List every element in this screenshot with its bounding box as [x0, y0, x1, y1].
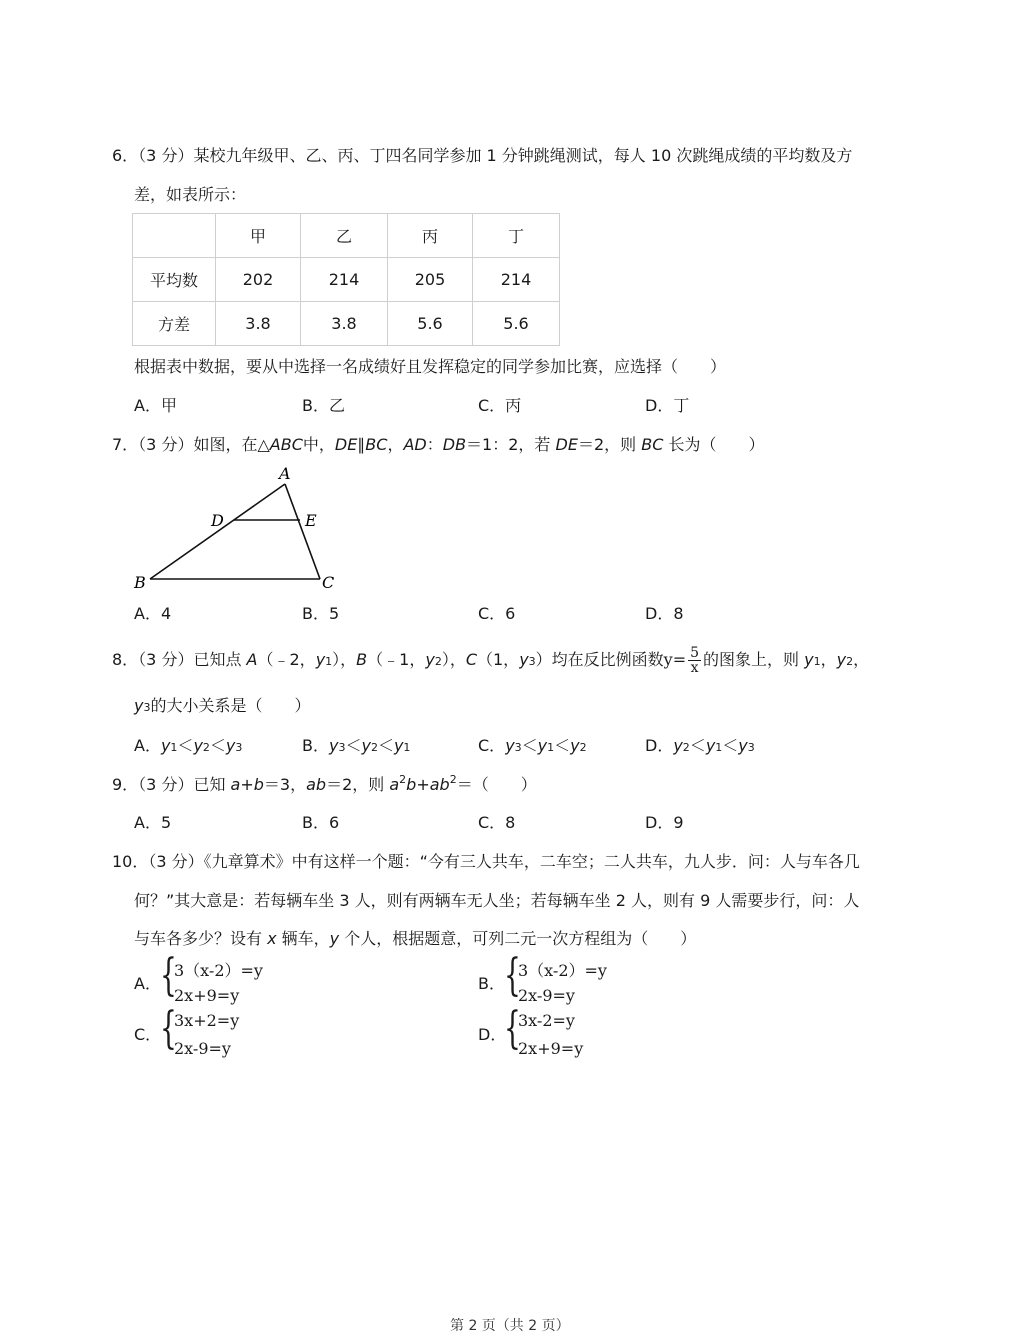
brace-icon: {: [504, 950, 521, 1001]
vertex-d-label: D: [211, 511, 224, 530]
q6-option-c: C．丙: [478, 396, 522, 415]
q8-text: （1，: [477, 650, 520, 669]
table-row: [133, 258, 560, 302]
q8-text: y: [315, 650, 326, 669]
q8-text: y: [393, 736, 404, 755]
q10-option-d-label: D．: [478, 1025, 507, 1044]
q8-text: ＜: [377, 736, 394, 755]
q6-option-d: D．丁: [645, 396, 690, 415]
q8-text: 2: [579, 741, 587, 754]
fraction-denominator: x: [690, 660, 699, 676]
option-label: D．: [645, 736, 674, 755]
q7-text: AD: [403, 435, 427, 454]
q8-text: y: [519, 650, 529, 669]
q7-option-c: C．6: [478, 604, 516, 623]
q8-text: y: [505, 736, 515, 755]
q8-text: ）均在反比例函数: [535, 650, 664, 669]
q10-option-b-system: [504, 950, 644, 1010]
q10-option-d-system: [504, 1003, 644, 1063]
q6-stem-line2: 差，如表所示：: [134, 185, 247, 204]
q8-text: 3: [528, 655, 536, 668]
q7-text: BC: [641, 435, 664, 454]
q8-text: y: [361, 736, 371, 755]
q8-text: ，: [853, 650, 870, 669]
q8-text: 8．（3 分）已知点: [112, 650, 247, 669]
q10-stem-line3: [134, 929, 696, 949]
q9-option-a: A．5: [134, 813, 172, 832]
q8-fraction: [688, 646, 701, 675]
q10-option-a-label: A．: [134, 974, 161, 993]
q7-text: 长为（ ）: [663, 435, 765, 454]
q8-text: 1: [715, 741, 723, 754]
table-cell: 202: [216, 258, 301, 302]
q8-text: 1: [547, 741, 555, 754]
q8-text: 2: [682, 741, 690, 754]
q10-option-c-system: [160, 1003, 300, 1063]
q10-text: x: [267, 929, 277, 948]
q8-text: y: [738, 736, 748, 755]
table-row: [133, 302, 560, 346]
q7-text: DE∥BC: [334, 435, 388, 454]
q10-option-a-system: [160, 950, 300, 1010]
equation: 2x-9=y: [174, 1039, 231, 1058]
q9-text: ＝3，: [263, 775, 307, 794]
q7-text: ABC: [269, 435, 303, 454]
side-ac: [285, 484, 320, 579]
q8-text: 的图象上，则: [703, 650, 805, 669]
q9-option-c: C．8: [478, 813, 516, 832]
q8-text: y: [225, 736, 236, 755]
q6-option-a: A．甲: [134, 396, 177, 415]
q8-text: y: [804, 650, 814, 669]
q8-text: A: [246, 650, 258, 669]
q7-option-b: B．5: [302, 604, 340, 623]
table-cell: 方差: [133, 302, 216, 346]
q10-stem-line1: 10．（3 分）《九章算术》中有这样一个题：“今有三人共车，二车空；二人共车，九人步．问：人与车各几: [112, 852, 860, 871]
q8-text: ），: [441, 650, 466, 669]
q8-text: 2: [202, 741, 210, 754]
q8-text: ＜: [689, 736, 706, 755]
table-cell: 乙: [301, 214, 388, 258]
q6-score-table: [132, 213, 560, 346]
q8-text: ＜: [345, 736, 362, 755]
q8-text: 1: [170, 741, 178, 754]
q10-text: y: [329, 929, 340, 948]
vertex-b-label: B: [134, 573, 146, 592]
q7-text: DB: [442, 435, 467, 454]
q9-text: ＝（ ）: [456, 775, 537, 794]
table-cell: 205: [388, 258, 473, 302]
q10-text: 辆车，: [276, 929, 330, 948]
q9-text: 2: [449, 773, 457, 786]
q9-text: a: [389, 775, 400, 794]
table-cell: 5.6: [388, 302, 473, 346]
q6-option-b: B．乙: [302, 396, 345, 415]
option-label: B．: [302, 736, 329, 755]
q9-text: a+b: [230, 775, 264, 794]
q7-option-a: A．4: [134, 604, 172, 623]
q7-triangle-figure: [128, 460, 348, 595]
q9-option-b: B．6: [302, 813, 340, 832]
q8-text: y: [425, 650, 435, 669]
option-label: C．: [478, 736, 506, 755]
q8-text: 3: [143, 701, 151, 714]
q8-text: 3: [747, 741, 755, 754]
table-cell: [133, 214, 216, 258]
vertex-e-label: E: [305, 511, 317, 530]
q8-text: 2: [434, 655, 442, 668]
q9-text: 9．（3 分）已知: [112, 775, 231, 794]
table-cell: 丙: [388, 214, 473, 258]
q7-text: ＝1：2，若: [466, 435, 556, 454]
q9-text: ＝2，则: [326, 775, 390, 794]
equation: 3x+2=y: [174, 1011, 240, 1030]
q8-text: y: [836, 650, 847, 669]
q6-stem-line3: 根据表中数据，要从中选择一名成绩好且发挥稳定的同学参加比赛，应选择（ ）: [134, 357, 727, 376]
q8-option-a: [134, 736, 242, 758]
q8-text: 1: [403, 741, 411, 754]
q8-text: 1: [325, 655, 333, 668]
q8-text: ＜: [177, 736, 194, 755]
q8-option-b: [302, 736, 410, 758]
q8-text: y: [673, 736, 683, 755]
equation: 2x+9=y: [518, 1039, 584, 1058]
table-header-row: [133, 214, 560, 258]
table-cell: 214: [473, 258, 560, 302]
q8-text: y: [328, 736, 339, 755]
q8-function: y=: [663, 650, 687, 669]
equation: 3（x-2）=y: [174, 961, 263, 980]
q8-text: ，: [820, 650, 837, 669]
q8-option-c: [478, 736, 587, 758]
q8-text: y: [705, 736, 716, 755]
equation: 2x-9=y: [518, 986, 575, 1005]
q9-text: 2: [399, 773, 407, 786]
table-cell: 3.8: [216, 302, 301, 346]
table-cell: 丁: [473, 214, 560, 258]
q8-text: ＜: [209, 736, 226, 755]
vertex-c-label: C: [322, 573, 335, 592]
option-label: A．: [134, 736, 161, 755]
q7-text: ，: [387, 435, 404, 454]
q8-text: （﹣2，: [257, 650, 316, 669]
q7-text: ：: [426, 435, 443, 454]
q8-text: C: [465, 650, 477, 669]
q8-text: 3: [235, 741, 243, 754]
q8-text: y: [193, 736, 203, 755]
equation: 3（x-2）=y: [518, 961, 607, 980]
q8-text: y: [537, 736, 548, 755]
brace-icon: {: [160, 1003, 177, 1054]
q7-text: DE: [555, 435, 578, 454]
q8-text: 的大小关系是（ ）: [150, 696, 311, 715]
table-cell: 5.6: [473, 302, 560, 346]
q7-text: ＝2，则: [577, 435, 642, 454]
q10-stem-line2: 何？”其大意是：若每辆车坐 3 人，则有两辆车无人坐；若每辆车坐 2 人，则有 9 人需要步行，问：人: [134, 891, 860, 910]
q8-text: 1: [813, 655, 821, 668]
q10-text: 个人，根据题意，可列二元一次方程组为（ ）: [339, 929, 697, 948]
q8-text: ＜: [521, 736, 538, 755]
table-cell: 3.8: [301, 302, 388, 346]
q10-option-b-label: B．: [478, 974, 505, 993]
q8-text: ＜: [722, 736, 739, 755]
q8-text: ＜: [554, 736, 571, 755]
table-cell: 平均数: [133, 258, 216, 302]
q8-text: 3: [338, 741, 346, 754]
q8-text: y: [570, 736, 580, 755]
brace-icon: {: [504, 1003, 521, 1054]
q6-stem-line1: 6．（3 分）某校九年级甲、乙、丙、丁四名同学参加 1 分钟跳绳测试，每人 10 次跳绳成绩的平均数及方: [112, 146, 853, 165]
q8-text: ），: [332, 650, 357, 669]
equation: 2x+9=y: [174, 986, 240, 1005]
q9-text: b+ab: [406, 775, 450, 794]
q8-text: 2: [370, 741, 378, 754]
q8-option-d: [645, 736, 755, 758]
q8-text: （﹣1，: [367, 650, 426, 669]
table-cell: 甲: [216, 214, 301, 258]
q7-text: 7．（3 分）如图，在△: [112, 435, 270, 454]
q7-text: 中，: [302, 435, 335, 454]
table-cell: 214: [301, 258, 388, 302]
q8-stem-line2: [134, 696, 310, 718]
q8-text: y: [134, 696, 144, 715]
fraction-numerator: 5: [690, 645, 700, 661]
q7-option-d: D．8: [645, 604, 684, 623]
q8-stem-line1: [112, 646, 869, 675]
equation: 3x-2=y: [518, 1011, 575, 1030]
q10-option-c-label: C．: [134, 1025, 162, 1044]
q10-text: 与车各多少？设有: [134, 929, 268, 948]
q9-text: ab: [306, 775, 327, 794]
side-ab: [150, 484, 285, 579]
q9-option-d: D．9: [645, 813, 684, 832]
page-footer: 第 2 页（共 2 页）: [450, 1318, 570, 1334]
q8-text: B: [356, 650, 368, 669]
q9-stem: [112, 775, 537, 797]
brace-icon: {: [160, 950, 177, 1001]
q8-text: 2: [846, 655, 854, 668]
q7-stem: [112, 435, 764, 455]
vertex-a-label: A: [279, 464, 291, 483]
q8-text: y: [160, 736, 171, 755]
q8-text: 3: [514, 741, 522, 754]
